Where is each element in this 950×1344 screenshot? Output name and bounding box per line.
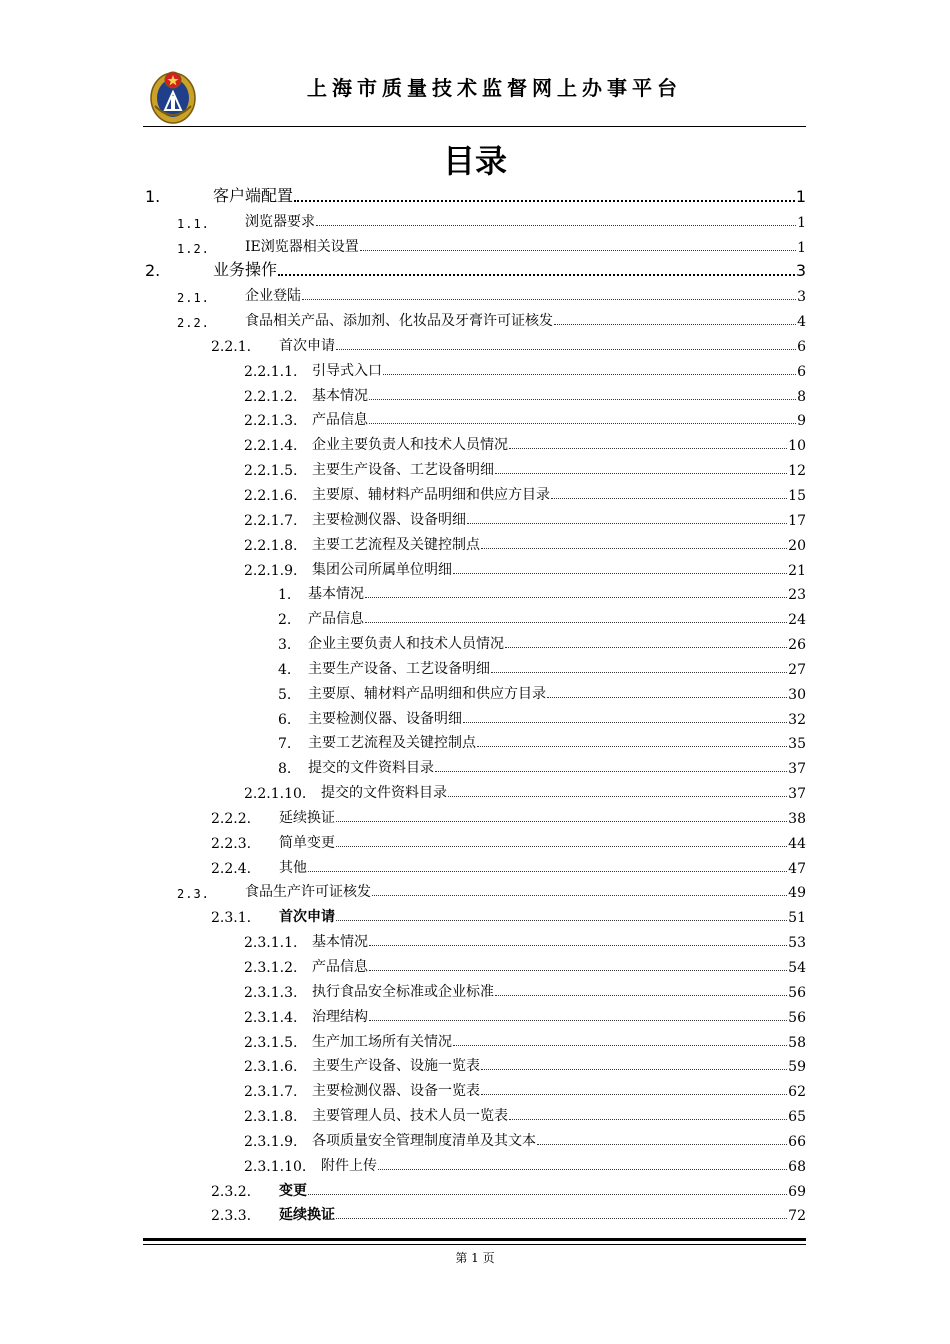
toc-entry-page: 17	[788, 512, 806, 529]
toc-entry-number: 7.	[278, 736, 292, 753]
toc-entry-label: 基本情况	[308, 586, 364, 603]
toc-entry-page: 3	[797, 289, 806, 306]
toc-entry-page: 38	[788, 810, 806, 827]
toc-entry-number: 1.2.	[177, 241, 210, 256]
toc-entry-page: 53	[788, 935, 806, 952]
toc-entry-label: 首次申请	[279, 337, 335, 354]
toc-entry-page: 68	[788, 1158, 806, 1175]
dot-leader	[369, 399, 796, 400]
toc-entry[interactable]	[143, 976, 806, 1001]
toc-entry[interactable]	[143, 1200, 806, 1225]
toc-entry-number: 2.3.2.	[211, 1183, 252, 1200]
dot-leader	[481, 1094, 787, 1095]
toc-entry-page: 58	[788, 1034, 806, 1051]
toc-entry[interactable]	[143, 554, 806, 579]
dot-leader	[495, 995, 787, 996]
toc-entry[interactable]	[143, 1175, 806, 1200]
toc-entry-number: 4.	[278, 661, 292, 678]
toc-entry-number: 2.3.1.	[211, 910, 252, 927]
toc-entry-label: 食品生产许可证核发	[245, 884, 371, 901]
toc-entry[interactable]	[143, 280, 806, 305]
dot-leader	[453, 1045, 787, 1046]
toc-entry-page: 6	[797, 363, 806, 380]
toc-entry-number: 2.3.1.8.	[244, 1109, 298, 1126]
toc-entry-label: 主要检测仪器、设备明细	[308, 710, 462, 727]
dot-leader	[509, 448, 787, 449]
dot-leader	[308, 1194, 787, 1195]
toc-entry-label: 各项质量安全管理制度清单及其文本	[312, 1132, 536, 1149]
dot-leader	[302, 299, 796, 300]
toc-entry-number: 2.3.1.3.	[244, 984, 298, 1001]
toc-entry[interactable]	[143, 1100, 806, 1125]
toc-entry-page: 3	[795, 261, 806, 281]
toc-entry-label: 产品信息	[308, 611, 364, 628]
toc-entry[interactable]	[143, 330, 806, 355]
toc-entry-number: 2.2.1.3.	[244, 413, 298, 430]
toc-entry[interactable]	[143, 653, 806, 678]
toc-entry-label: 变更	[279, 1182, 307, 1199]
toc-entry-number: 2.2.1.	[211, 338, 252, 355]
toc-entry-number: 2.3.3.	[211, 1208, 252, 1225]
toc-entry-number: 2.2.1.8.	[244, 537, 298, 554]
toc-entry-page: 15	[788, 487, 806, 504]
toc-entry-page: 37	[788, 786, 806, 803]
toc-entry-page: 51	[788, 910, 806, 927]
dot-leader	[467, 523, 787, 524]
toc-title: 目录	[442, 142, 507, 180]
footer-divider	[143, 1238, 806, 1241]
dot-leader	[448, 796, 787, 797]
toc-entry-label: 主要原、辅材料产品明细和供应方目录	[312, 486, 550, 503]
toc-entry-page: 56	[788, 984, 806, 1001]
toc-entry-label: 业务操作	[213, 260, 278, 280]
dot-leader	[369, 970, 787, 971]
toc-entry-page: 10	[788, 438, 806, 455]
toc-entry[interactable]	[143, 802, 806, 827]
toc-entry-page: 32	[788, 711, 806, 728]
toc-entry-page: 66	[788, 1133, 806, 1150]
toc-entry-number: 2.2.1.2.	[244, 388, 298, 405]
toc-entry-number: 2.	[145, 261, 161, 281]
toc-entry-label: 主要生产设备、工艺设备明细	[312, 462, 494, 479]
toc-entry[interactable]	[143, 1075, 806, 1100]
toc-entry-number: 2.3.1.4.	[244, 1009, 298, 1026]
toc-entry-label: 延续换证	[279, 809, 335, 826]
toc-entry-number: 5.	[278, 686, 292, 703]
toc-entry-label: 简单变更	[279, 834, 335, 851]
toc-entry-label: 产品信息	[312, 412, 368, 429]
toc-entry-number: 2.3.1.10.	[244, 1158, 307, 1175]
toc-entry[interactable]	[143, 752, 806, 777]
toc-entry-label: 延续换证	[279, 1207, 335, 1224]
toc-entry-page: 59	[788, 1059, 806, 1076]
toc-entry-number: 2.2.1.4.	[244, 438, 298, 455]
toc-entry-label: 产品信息	[312, 959, 368, 975]
toc-entry[interactable]	[143, 678, 806, 703]
dot-leader	[369, 423, 796, 424]
dot-leader	[336, 821, 787, 822]
toc-entry[interactable]	[143, 529, 806, 554]
toc-entry-number: 8.	[278, 761, 292, 778]
toc-entry-label: 主要原、辅材料产品明细和供应方目录	[308, 685, 546, 702]
toc-entry[interactable]	[143, 405, 806, 430]
toc-entry-label: 主要生产设备、设施一览表	[312, 1058, 480, 1075]
toc-entry[interactable]	[143, 454, 806, 479]
toc-entry-label: 基本情况	[312, 934, 368, 951]
toc-entry-number: 2.2.1.1.	[244, 363, 298, 380]
toc-entry-number: 2.3.1.1.	[244, 935, 298, 952]
toc-entry[interactable]	[143, 877, 806, 902]
toc-entry[interactable]	[143, 852, 806, 877]
toc-entry-number: 2.2.3.	[211, 835, 252, 852]
toc-entry[interactable]	[143, 603, 806, 628]
toc-entry-page: 1	[797, 214, 806, 231]
toc-entry-label: 主要工艺流程及关键控制点	[308, 735, 476, 752]
dot-leader	[372, 895, 787, 896]
dot-leader	[365, 597, 787, 598]
footer-divider-thin	[143, 1244, 806, 1245]
table-of-contents	[143, 181, 806, 1224]
toc-entry[interactable]	[143, 703, 806, 728]
toc-entry[interactable]	[143, 579, 806, 604]
dot-leader	[491, 672, 787, 673]
toc-entry-number: 2.3.	[177, 887, 210, 902]
dot-leader	[369, 1020, 787, 1021]
toc-entry-number: 2.2.1.9.	[244, 562, 298, 579]
toc-entry-label: 集团公司所属单位明细	[312, 561, 452, 578]
toc-entry-label: 首次申请	[279, 909, 335, 926]
toc-entry[interactable]	[143, 827, 806, 852]
toc-entry-page: 23	[788, 587, 806, 604]
dot-leader	[481, 1069, 787, 1070]
dot-leader	[369, 945, 787, 946]
toc-entry[interactable]	[143, 504, 806, 529]
toc-entry-page: 24	[788, 612, 806, 629]
dot-leader	[481, 548, 787, 549]
toc-entry-number: 2.2.4.	[211, 860, 252, 877]
dot-leader	[360, 250, 796, 251]
toc-entry-number: 2.3.1.9.	[244, 1133, 298, 1150]
dot-leader	[495, 473, 787, 474]
toc-entry-number: 2.3.1.2.	[244, 960, 298, 976]
toc-entry-label: 主要生产设备、工艺设备明细	[308, 660, 490, 677]
toc-entry-number: 2.2.	[177, 316, 210, 331]
dot-leader	[336, 349, 796, 350]
toc-entry-page: 6	[797, 338, 806, 355]
dot-leader	[554, 324, 796, 325]
dot-leader	[505, 647, 787, 648]
dot-leader	[547, 697, 787, 698]
toc-entry-label: 治理结构	[312, 1008, 368, 1025]
toc-entry-number: 2.2.1.5.	[244, 463, 298, 480]
toc-entry-label: 主要检测仪器、设备一览表	[312, 1083, 480, 1100]
toc-entry[interactable]	[143, 1150, 806, 1175]
toc-entry-page: 54	[788, 960, 806, 976]
toc-entry-label: 主要检测仪器、设备明细	[312, 511, 466, 528]
dot-leader	[336, 1218, 787, 1219]
dot-leader	[378, 1169, 787, 1170]
toc-entry-label: 基本情况	[312, 387, 368, 404]
page-header	[143, 62, 806, 128]
toc-entry[interactable]	[143, 380, 806, 405]
toc-entry-label: 企业主要负责人和技术人员情况	[312, 437, 508, 454]
toc-entry[interactable]	[143, 181, 806, 206]
toc-entry[interactable]	[143, 429, 806, 454]
toc-entry-page: 27	[788, 661, 806, 678]
toc-entry[interactable]	[143, 1001, 806, 1026]
toc-entry[interactable]	[143, 305, 806, 330]
toc-entry-page: 37	[788, 761, 806, 778]
toc-entry-page: 35	[788, 736, 806, 753]
toc-entry-page: 62	[788, 1084, 806, 1101]
toc-entry-number: 2.2.1.10.	[244, 786, 307, 803]
toc-entry-label: 其他	[279, 859, 307, 876]
platform-title: 上海市质量技术监督网上办事平台	[307, 76, 682, 100]
toc-entry-number: 2.2.1.7.	[244, 512, 298, 529]
toc-entry-label: 浏览器要求	[245, 213, 315, 230]
toc-entry[interactable]	[143, 1051, 806, 1076]
toc-entry-number: 2.	[278, 612, 292, 629]
toc-entry-page: 1	[795, 186, 806, 206]
dot-leader	[383, 374, 796, 375]
toc-entry-label: 引导式入口	[312, 362, 382, 379]
toc-entry-page: 44	[788, 835, 806, 852]
toc-entry-page: 21	[788, 562, 806, 579]
dot-leader	[365, 622, 787, 623]
toc-entry-page: 72	[788, 1208, 806, 1225]
dot-leader	[537, 1144, 787, 1145]
toc-entry[interactable]	[143, 777, 806, 802]
toc-entry-label: 企业主要负责人和技术人员情况	[308, 636, 504, 653]
toc-entry[interactable]	[143, 256, 806, 281]
toc-entry-number: 1.1.	[177, 216, 210, 231]
toc-entry-label: 提交的文件资料目录	[308, 760, 434, 777]
toc-entry-label: 附件上传	[321, 1157, 377, 1174]
dot-leader	[294, 200, 795, 202]
dot-leader	[316, 225, 796, 226]
toc-entry-number: 2.1.	[177, 291, 210, 306]
dot-leader	[477, 746, 787, 747]
toc-entry[interactable]	[143, 479, 806, 504]
toc-entry-number: 6.	[278, 711, 292, 728]
toc-entry-label: 食品相关产品、添加剂、化妆品及牙膏许可证核发	[245, 313, 553, 330]
dot-leader	[551, 498, 787, 499]
dot-leader	[308, 871, 787, 872]
toc-entry-number: 2.3.1.7.	[244, 1084, 298, 1101]
toc-entry-number: 2.3.1.5.	[244, 1034, 298, 1051]
toc-entry-page: 49	[788, 885, 806, 902]
toc-entry-number: 1.	[278, 587, 292, 604]
toc-entry-page: 56	[788, 1009, 806, 1026]
toc-entry[interactable]	[143, 1026, 806, 1051]
dot-leader	[336, 920, 787, 921]
toc-entry-label: 执行食品安全标准或企业标准	[312, 983, 494, 1000]
toc-entry-page: 1	[797, 239, 806, 256]
toc-entry-page: 65	[788, 1109, 806, 1126]
toc-entry[interactable]	[143, 355, 806, 380]
toc-entry-number: 2.2.2.	[211, 810, 252, 827]
dot-leader	[509, 1119, 787, 1120]
toc-entry[interactable]	[143, 206, 806, 231]
toc-entry[interactable]	[143, 926, 806, 951]
toc-entry-label: 企业登陆	[245, 288, 301, 305]
toc-entry-page: 4	[797, 314, 806, 331]
toc-entry-page: 26	[788, 637, 806, 654]
toc-entry[interactable]	[143, 1125, 806, 1150]
page-number: 第 1 页	[455, 1251, 495, 1265]
toc-entry-number: 1.	[145, 186, 161, 206]
toc-entry-page: 69	[788, 1183, 806, 1200]
toc-entry-page: 12	[788, 463, 806, 480]
dot-leader	[453, 573, 787, 574]
toc-entry[interactable]	[143, 628, 806, 653]
dot-leader	[278, 274, 795, 276]
toc-entry-label: IE浏览器相关设置	[245, 238, 359, 255]
toc-entry[interactable]	[143, 728, 806, 753]
toc-entry[interactable]	[143, 951, 806, 976]
toc-entry-label: 客户端配置	[213, 185, 294, 205]
toc-entry-label: 主要工艺流程及关键控制点	[312, 536, 480, 553]
toc-entry-label: 生产加工场所有关情况	[312, 1033, 452, 1050]
toc-entry[interactable]	[143, 901, 806, 926]
toc-entry-label: 主要管理人员、技术人员一览表	[312, 1108, 508, 1125]
toc-entry-page: 20	[788, 537, 806, 554]
dot-leader	[463, 722, 787, 723]
toc-entry[interactable]	[143, 231, 806, 256]
toc-entry-page: 47	[788, 860, 806, 877]
dot-leader	[336, 846, 787, 847]
toc-entry-page: 8	[797, 388, 806, 405]
toc-entry-number: 3.	[278, 637, 292, 654]
toc-entry-page: 30	[788, 686, 806, 703]
toc-entry-label: 提交的文件资料目录	[321, 785, 447, 802]
header-divider	[143, 126, 806, 127]
toc-entry-page: 9	[797, 413, 806, 430]
dot-leader	[435, 771, 787, 772]
toc-entry-number: 2.3.1.6.	[244, 1059, 298, 1076]
toc-entry-number: 2.2.1.6.	[244, 487, 298, 504]
